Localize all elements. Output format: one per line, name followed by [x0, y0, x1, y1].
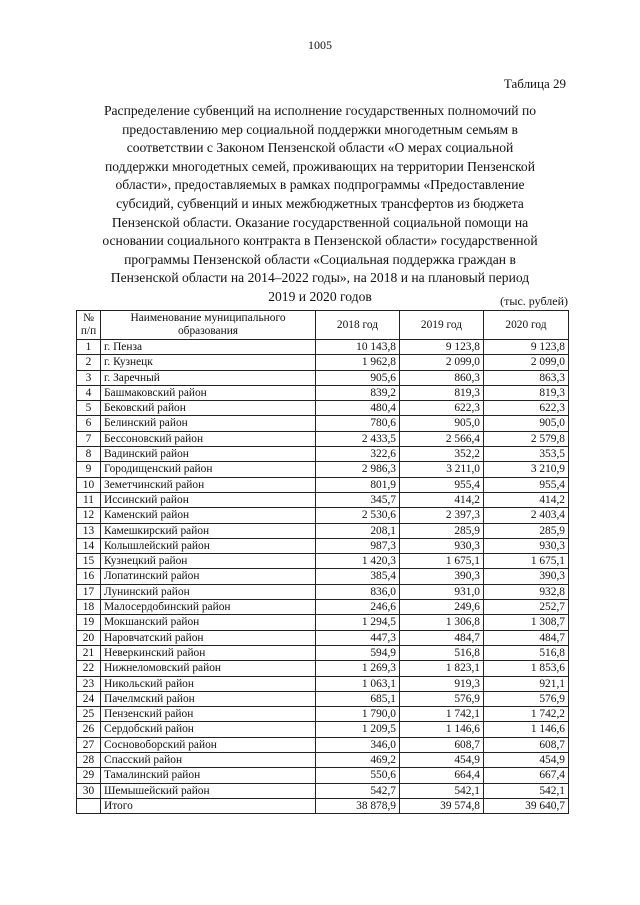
- table-row: [77, 737, 569, 752]
- cell-y2020: 484,7: [484, 630, 569, 645]
- cell-y2019: 905,0: [400, 416, 484, 431]
- cell-num: 30: [77, 783, 101, 798]
- cell-num: 6: [77, 416, 101, 431]
- table-row: [77, 783, 569, 798]
- cell-name: Бековский район: [101, 401, 316, 416]
- cell-y2019: 931,0: [400, 584, 484, 599]
- cell-y2019: 9 123,8: [400, 340, 484, 355]
- cell-y2018: 447,3: [316, 630, 400, 645]
- cell-y2019: 1 675,1: [400, 554, 484, 569]
- table-row: [77, 492, 569, 507]
- cell-y2018: 322,6: [316, 447, 400, 462]
- cell-y2018: 801,9: [316, 477, 400, 492]
- cell-name: Итого: [101, 798, 316, 813]
- page-number: 1005: [308, 38, 332, 52]
- table-row: [77, 355, 569, 370]
- cell-num: 24: [77, 691, 101, 706]
- cell-y2018: 550,6: [316, 768, 400, 783]
- cell-name: Нижнеломовский район: [101, 661, 316, 676]
- table-row: [77, 661, 569, 676]
- cell-y2020: 576,9: [484, 691, 569, 706]
- cell-y2019: 819,3: [400, 385, 484, 400]
- cell-y2020: 622,3: [484, 401, 569, 416]
- cell-y2018: 2 986,3: [316, 462, 400, 477]
- cell-y2020: 1 146,6: [484, 722, 569, 737]
- cell-num: 3: [77, 370, 101, 385]
- cell-y2018: 780,6: [316, 416, 400, 431]
- table-row: [77, 584, 569, 599]
- title-line: Пензенской области. Оказание государственной социальной помощи на: [111, 214, 529, 230]
- cell-y2019: 919,3: [400, 676, 484, 691]
- table-total-row: [77, 798, 569, 813]
- cell-y2019: 1 146,6: [400, 722, 484, 737]
- cell-y2019: 516,8: [400, 645, 484, 660]
- cell-name: Каменский район: [101, 508, 316, 523]
- cell-name: Тамалинский район: [101, 768, 316, 783]
- cell-y2020: 542,1: [484, 783, 569, 798]
- cell-num: 16: [77, 569, 101, 584]
- cell-y2020: 1 853,6: [484, 661, 569, 676]
- cell-y2019: 608,7: [400, 737, 484, 752]
- cell-y2019: 860,3: [400, 370, 484, 385]
- cell-y2018: 594,9: [316, 645, 400, 660]
- cell-num: 22: [77, 661, 101, 676]
- cell-y2018: 542,7: [316, 783, 400, 798]
- cell-y2020: 608,7: [484, 737, 569, 752]
- cell-y2018: 10 143,8: [316, 340, 400, 355]
- header-2018: 2018 год: [316, 311, 400, 340]
- cell-num: 27: [77, 737, 101, 752]
- cell-y2019: 576,9: [400, 691, 484, 706]
- title-line: поддержки многодетных семей, проживающих на территории Пензенской: [104, 158, 535, 174]
- title-line: соответствии с Законом Пензенской области «О мерах социальной: [126, 140, 514, 156]
- cell-y2018: 1 269,3: [316, 661, 400, 676]
- cell-num: 17: [77, 584, 101, 599]
- cell-name: Земетчинский район: [101, 477, 316, 492]
- document-title: [72, 102, 568, 307]
- cell-y2020: 2 579,8: [484, 431, 569, 446]
- cell-y2019: 352,2: [400, 447, 484, 462]
- cell-num: 2: [77, 355, 101, 370]
- table-row: [77, 707, 569, 722]
- cell-name: г. Заречный: [101, 370, 316, 385]
- cell-y2019: 955,4: [400, 477, 484, 492]
- table-row: [77, 630, 569, 645]
- cell-name: Башмаковский район: [101, 385, 316, 400]
- cell-y2019: 3 211,0: [400, 462, 484, 477]
- cell-y2020: 353,5: [484, 447, 569, 462]
- cell-y2020: 921,1: [484, 676, 569, 691]
- cell-num: [77, 798, 101, 813]
- cell-y2019: 664,4: [400, 768, 484, 783]
- cell-num: 21: [77, 645, 101, 660]
- cell-y2019: 2 397,3: [400, 508, 484, 523]
- cell-name: Никольский район: [101, 676, 316, 691]
- table-row: [77, 431, 569, 446]
- cell-num: 10: [77, 477, 101, 492]
- table-row: [77, 615, 569, 630]
- cell-name: Вадинский район: [101, 447, 316, 462]
- cell-y2020: 285,9: [484, 523, 569, 538]
- cell-num: 13: [77, 523, 101, 538]
- cell-y2020: 819,3: [484, 385, 569, 400]
- cell-name: Бессоновский район: [101, 431, 316, 446]
- cell-y2019: 1 306,8: [400, 615, 484, 630]
- cell-num: 20: [77, 630, 101, 645]
- cell-name: Сосновоборский район: [101, 737, 316, 752]
- cell-y2020: 39 640,7: [484, 798, 569, 813]
- title-line: программы Пензенской области «Социальная поддержка граждан в: [124, 251, 516, 267]
- cell-name: Пачелмский район: [101, 691, 316, 706]
- table-row: [77, 753, 569, 768]
- table-label: Таблица 29: [503, 76, 566, 91]
- cell-y2018: 346,0: [316, 737, 400, 752]
- cell-y2020: 2 099,0: [484, 355, 569, 370]
- subventions-table: [76, 310, 569, 814]
- cell-y2018: 1 790,0: [316, 707, 400, 722]
- title-line: основании социального контракта в Пензенской области» государственной: [102, 233, 538, 249]
- cell-num: 28: [77, 753, 101, 768]
- cell-num: 14: [77, 538, 101, 553]
- cell-name: Иссинский район: [101, 492, 316, 507]
- cell-y2018: 1 962,8: [316, 355, 400, 370]
- cell-name: Городищенский район: [101, 462, 316, 477]
- cell-y2018: 480,4: [316, 401, 400, 416]
- cell-y2018: 208,1: [316, 523, 400, 538]
- cell-num: 11: [77, 492, 101, 507]
- cell-y2019: 454,9: [400, 753, 484, 768]
- cell-y2018: 905,6: [316, 370, 400, 385]
- table-row: [77, 691, 569, 706]
- cell-y2020: 1 308,7: [484, 615, 569, 630]
- cell-y2020: 3 210,9: [484, 462, 569, 477]
- cell-name: Пензенский район: [101, 707, 316, 722]
- header-num: № п/п: [77, 311, 101, 340]
- table-row: [77, 385, 569, 400]
- table-header-row: [77, 311, 569, 340]
- cell-num: 1: [77, 340, 101, 355]
- table-row: [77, 401, 569, 416]
- cell-y2019: 285,9: [400, 523, 484, 538]
- cell-num: 26: [77, 722, 101, 737]
- cell-y2020: 863,3: [484, 370, 569, 385]
- header-name: Наименование муниципального образования: [101, 311, 316, 340]
- cell-y2020: 955,4: [484, 477, 569, 492]
- cell-y2020: 1 675,1: [484, 554, 569, 569]
- cell-num: 9: [77, 462, 101, 477]
- cell-name: Мокшанский район: [101, 615, 316, 630]
- header-2019: 2019 год: [400, 311, 484, 340]
- table-row: [77, 569, 569, 584]
- header-2020: 2020 год: [484, 311, 569, 340]
- cell-num: 7: [77, 431, 101, 446]
- cell-name: Лопатинский район: [101, 569, 316, 584]
- cell-y2020: 930,3: [484, 538, 569, 553]
- cell-name: Колышлейский район: [101, 538, 316, 553]
- cell-y2018: 38 878,9: [316, 798, 400, 813]
- cell-y2019: 414,2: [400, 492, 484, 507]
- cell-name: Шемышейский район: [101, 783, 316, 798]
- cell-y2019: 542,1: [400, 783, 484, 798]
- cell-y2020: 2 403,4: [484, 508, 569, 523]
- cell-name: Камешкирский район: [101, 523, 316, 538]
- cell-y2018: 469,2: [316, 753, 400, 768]
- cell-y2018: 385,4: [316, 569, 400, 584]
- cell-y2020: 414,2: [484, 492, 569, 507]
- table-row: [77, 722, 569, 737]
- table-row: [77, 416, 569, 431]
- cell-name: г. Пенза: [101, 340, 316, 355]
- cell-y2018: 836,0: [316, 584, 400, 599]
- cell-num: 18: [77, 600, 101, 615]
- cell-y2019: 622,3: [400, 401, 484, 416]
- units-label: (тыс. рублей): [500, 294, 568, 308]
- table-row: [77, 370, 569, 385]
- cell-y2019: 1 823,1: [400, 661, 484, 676]
- cell-name: Кузнецкий район: [101, 554, 316, 569]
- table-row: [77, 676, 569, 691]
- table-row: [77, 477, 569, 492]
- cell-y2020: 390,3: [484, 569, 569, 584]
- title-line: Распределение субвенций на исполнение государственных полномочий по: [103, 103, 537, 118]
- cell-y2019: 390,3: [400, 569, 484, 584]
- cell-y2018: 1 294,5: [316, 615, 400, 630]
- cell-y2018: 2 530,6: [316, 508, 400, 523]
- cell-y2019: 2 099,0: [400, 355, 484, 370]
- cell-num: 23: [77, 676, 101, 691]
- title-line: предоставлению мер социальной поддержки многодетным семьям в: [122, 121, 518, 137]
- cell-num: 4: [77, 385, 101, 400]
- cell-num: 19: [77, 615, 101, 630]
- cell-y2019: 1 742,1: [400, 707, 484, 722]
- cell-y2020: 1 742,2: [484, 707, 569, 722]
- table-row: [77, 600, 569, 615]
- cell-name: г. Кузнецк: [101, 355, 316, 370]
- table-row: [77, 768, 569, 783]
- cell-y2019: 249,6: [400, 600, 484, 615]
- cell-name: Лунинский район: [101, 584, 316, 599]
- cell-name: Белинский район: [101, 416, 316, 431]
- cell-name: Сердобский район: [101, 722, 316, 737]
- cell-y2019: 484,7: [400, 630, 484, 645]
- cell-num: 25: [77, 707, 101, 722]
- cell-num: 15: [77, 554, 101, 569]
- cell-name: Наровчатский район: [101, 630, 316, 645]
- title-line: области», предоставляемых в рамках подпрограммы «Предоставление: [115, 177, 525, 193]
- cell-y2020: 932,8: [484, 584, 569, 599]
- cell-num: 12: [77, 508, 101, 523]
- cell-y2018: 345,7: [316, 492, 400, 507]
- cell-y2019: 39 574,8: [400, 798, 484, 813]
- cell-y2020: 9 123,8: [484, 340, 569, 355]
- cell-y2018: 246,6: [316, 600, 400, 615]
- table-row: [77, 645, 569, 660]
- cell-num: 5: [77, 401, 101, 416]
- cell-y2018: 1 420,3: [316, 554, 400, 569]
- cell-y2020: 667,4: [484, 768, 569, 783]
- table-row: [77, 523, 569, 538]
- cell-y2019: 930,3: [400, 538, 484, 553]
- cell-num: 8: [77, 447, 101, 462]
- cell-y2018: 2 433,5: [316, 431, 400, 446]
- cell-num: 29: [77, 768, 101, 783]
- cell-y2020: 905,0: [484, 416, 569, 431]
- cell-y2020: 252,7: [484, 600, 569, 615]
- cell-y2020: 516,8: [484, 645, 569, 660]
- table-row: [77, 447, 569, 462]
- cell-name: Спасский район: [101, 753, 316, 768]
- cell-y2018: 685,1: [316, 691, 400, 706]
- title-line: Пензенской области на 2014–2022 годы», на 2018 и на плановый период: [110, 270, 530, 286]
- cell-y2018: 1 063,1: [316, 676, 400, 691]
- cell-y2018: 987,3: [316, 538, 400, 553]
- table-row: [77, 340, 569, 355]
- cell-name: Неверкинский район: [101, 645, 316, 660]
- cell-y2019: 2 566,4: [400, 431, 484, 446]
- table-row: [77, 554, 569, 569]
- cell-y2018: 1 209,5: [316, 722, 400, 737]
- cell-y2020: 454,9: [484, 753, 569, 768]
- title-line: 2019 и 2020 годов: [268, 288, 372, 304]
- cell-name: Малосердобинский район: [101, 600, 316, 615]
- cell-y2018: 839,2: [316, 385, 400, 400]
- table-row: [77, 508, 569, 523]
- table-row: [77, 462, 569, 477]
- title-line: субсидий, субвенций и иных межбюджетных трансфертов из бюджета: [116, 195, 524, 211]
- table-row: [77, 538, 569, 553]
